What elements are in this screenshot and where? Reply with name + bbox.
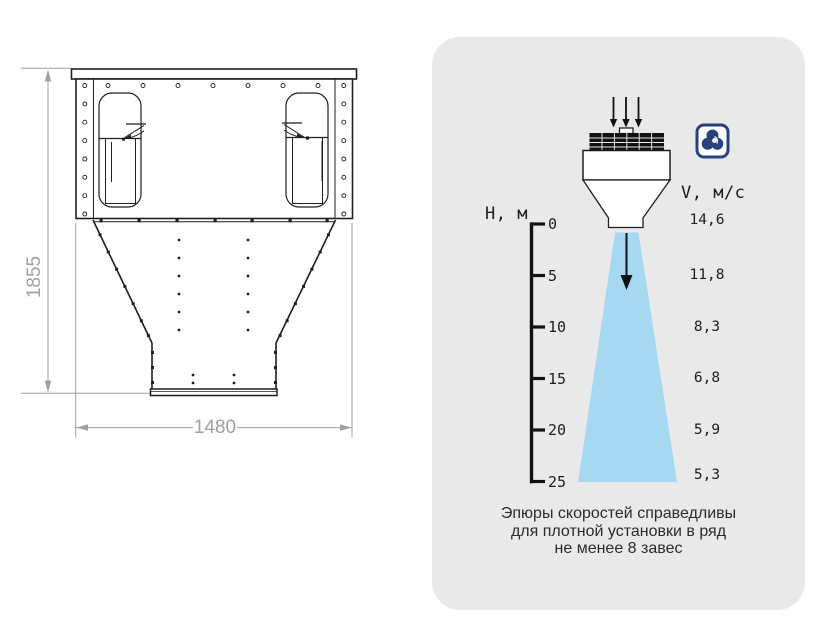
h-axis-label: Н, м <box>485 204 528 224</box>
diffuser-hopper <box>93 220 336 396</box>
caption-line-3: не менее 8 завес <box>554 540 683 557</box>
velocity-value-0: 14,6 <box>689 212 725 228</box>
v-axis-label: V, м/с <box>681 183 746 203</box>
velocity-profile-panel <box>432 37 805 610</box>
tick-label-5: 5 <box>548 266 558 285</box>
velocity-value-20: 5,9 <box>693 421 721 438</box>
tick-label-25: 25 <box>548 472 567 491</box>
tick-label-15: 15 <box>548 369 567 388</box>
height-scale-bar <box>530 222 545 483</box>
velocity-value-10: 8,3 <box>693 318 721 335</box>
width-dimension-label: 1480 <box>193 417 237 438</box>
weld-dots <box>178 239 250 385</box>
right-damper-window <box>282 93 328 207</box>
tick-label-10: 10 <box>548 318 567 336</box>
caption-line-2: для плотной установки в ряд <box>510 522 727 540</box>
left-damper-window <box>99 93 146 207</box>
tick-label-20: 20 <box>548 421 567 439</box>
profile-caption <box>432 505 805 558</box>
fan-blades-icon <box>697 125 728 157</box>
tick-label-0: 0 <box>548 215 558 233</box>
air-curtain-pictogram <box>583 128 670 228</box>
unit-technical-drawing <box>0 0 430 470</box>
down-arrows-icon <box>610 97 642 128</box>
caption-line-1: Эпюры скоростей справедливы <box>500 505 737 522</box>
velocity-value-15: 6,8 <box>693 370 721 386</box>
velocity-value-25: 5,3 <box>693 467 721 483</box>
velocity-value-5: 11,8 <box>689 267 725 283</box>
height-dimension-label: 1855 <box>24 255 45 299</box>
